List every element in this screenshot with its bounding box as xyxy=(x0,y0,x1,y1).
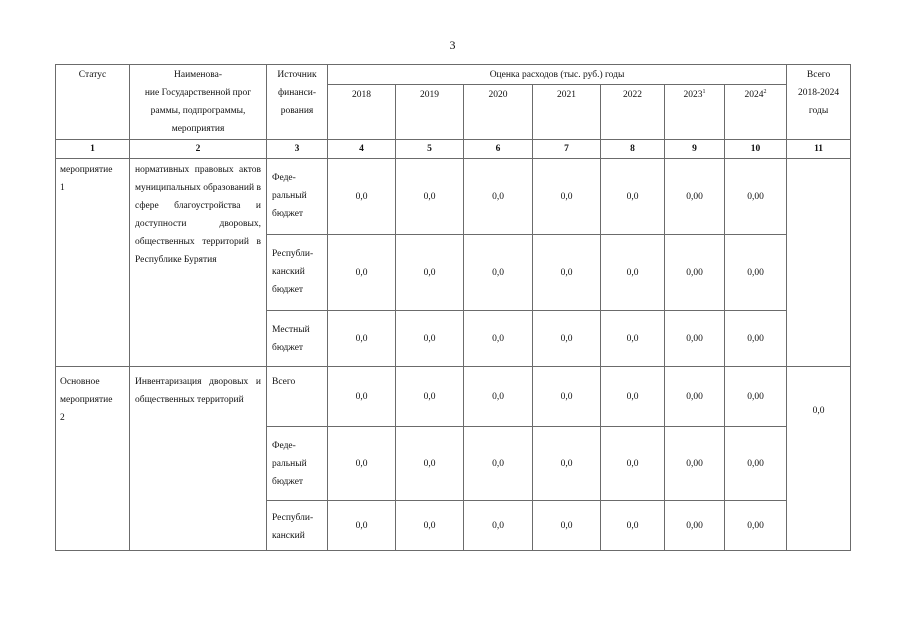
header-total-line: годы xyxy=(808,106,829,116)
total-cell: 0,0 xyxy=(787,367,851,551)
column-number: 9 xyxy=(665,140,725,159)
header-status: Статус xyxy=(56,65,130,140)
column-numbers-row xyxy=(56,140,851,159)
value-cell: 0,0 xyxy=(328,367,396,427)
column-number: 5 xyxy=(396,140,464,159)
header-source xyxy=(267,65,328,140)
value-cell: 0,0 xyxy=(396,427,464,501)
funding-source xyxy=(267,501,328,551)
value-cell: 0,0 xyxy=(464,159,533,235)
header-expense-group: Оценка расходов (тыс. руб.) годы xyxy=(328,65,787,85)
header-year: 2020 xyxy=(464,85,533,140)
value-cell: 0,00 xyxy=(725,159,787,235)
source-line: канский xyxy=(272,267,305,277)
column-number: 2 xyxy=(130,140,267,159)
value-cell: 0,0 xyxy=(601,501,665,551)
source-line: канский xyxy=(272,531,305,541)
header-year-text: 2024 xyxy=(744,90,764,100)
status-line: 2 xyxy=(60,413,65,423)
header-name-line: мероприятия xyxy=(171,124,225,134)
source-line: бюджет xyxy=(272,209,304,219)
header-year: 2022 xyxy=(601,85,665,140)
source-line: бюджет xyxy=(272,285,304,295)
status-cell xyxy=(56,367,130,551)
value-cell: 0,00 xyxy=(665,235,725,311)
value-cell: 0,0 xyxy=(328,501,396,551)
header-source-line: рования xyxy=(280,106,314,116)
value-cell: 0,0 xyxy=(328,235,396,311)
funding-source xyxy=(267,311,328,367)
value-cell: 0,0 xyxy=(601,427,665,501)
page-number: 3 xyxy=(449,38,456,52)
value-cell: 0,00 xyxy=(665,427,725,501)
value-cell: 0,0 xyxy=(328,427,396,501)
source-line: Республи- xyxy=(272,513,314,523)
value-cell: 0,0 xyxy=(396,501,464,551)
value-cell: 0,0 xyxy=(464,235,533,311)
value-cell: 0,0 xyxy=(533,159,601,235)
status-cell xyxy=(56,159,130,367)
value-cell: 0,0 xyxy=(601,159,665,235)
source-line: бюджет xyxy=(272,477,304,487)
header-name xyxy=(130,65,267,140)
funding-source xyxy=(267,427,328,501)
value-cell: 0,0 xyxy=(601,311,665,367)
header-name-line: раммы, подпрограммы, xyxy=(150,106,246,116)
source-line: Феде- xyxy=(272,441,296,451)
status-line: Основное xyxy=(60,377,100,387)
status-line: мероприятие xyxy=(60,395,113,405)
measure-name: Инвентаризация дворовых и общественных территорий xyxy=(130,367,267,551)
header-total-line: Всего xyxy=(806,70,831,80)
source-line: ральный xyxy=(272,191,307,201)
header-total xyxy=(787,65,851,140)
header-name-line: ние Государственной прог xyxy=(144,88,252,98)
source-line: бюджет xyxy=(272,343,304,353)
column-number: 7 xyxy=(533,140,601,159)
source-line: ральный xyxy=(272,459,307,469)
value-cell: 0,0 xyxy=(533,501,601,551)
value-cell: 0,0 xyxy=(601,235,665,311)
total-cell-empty xyxy=(787,159,851,367)
measure-name: нормативных правовых актов муниципальных образований в сфере благоустройства и доступности дворовых, общественных территорий в Республике Бурятия xyxy=(130,159,267,367)
value-cell: 0,00 xyxy=(665,311,725,367)
value-cell: 0,0 xyxy=(533,367,601,427)
column-number: 4 xyxy=(328,140,396,159)
value-cell: 0,0 xyxy=(328,311,396,367)
table-row xyxy=(56,159,851,235)
column-number: 3 xyxy=(267,140,328,159)
source-line: Республи- xyxy=(272,249,314,259)
header-row xyxy=(56,65,851,85)
value-cell: 0,0 xyxy=(601,367,665,427)
header-source-line: Источник xyxy=(277,70,317,80)
header-year: 2021 xyxy=(533,85,601,140)
header-source-line: финанси- xyxy=(277,88,317,98)
value-cell: 0,00 xyxy=(665,367,725,427)
header-year: 2018 xyxy=(328,85,396,140)
value-cell: 0,00 xyxy=(665,159,725,235)
value-cell: 0,00 xyxy=(725,427,787,501)
source-line: Феде- xyxy=(272,173,296,183)
value-cell: 0,0 xyxy=(328,159,396,235)
value-cell: 0,0 xyxy=(396,235,464,311)
value-cell: 0,0 xyxy=(464,501,533,551)
value-cell: 0,00 xyxy=(725,311,787,367)
source-line: Местный xyxy=(272,325,310,335)
column-number: 8 xyxy=(601,140,665,159)
status-line: 1 xyxy=(60,183,65,193)
source-line: Всего xyxy=(272,377,296,387)
header-year xyxy=(725,85,787,140)
header-year: 2019 xyxy=(396,85,464,140)
value-cell: 0,0 xyxy=(533,235,601,311)
value-cell: 0,00 xyxy=(725,367,787,427)
column-number: 11 xyxy=(787,140,851,159)
footnote-mark: 2 xyxy=(763,88,767,95)
funding-source xyxy=(267,159,328,235)
status-line: мероприятие xyxy=(60,165,113,175)
header-year-text: 2023 xyxy=(683,90,703,100)
budget-table xyxy=(55,64,851,551)
value-cell: 0,0 xyxy=(464,311,533,367)
header-total-line: 2018-2024 xyxy=(797,88,840,98)
value-cell: 0,00 xyxy=(725,235,787,311)
value-cell: 0,0 xyxy=(533,427,601,501)
value-cell: 0,0 xyxy=(464,367,533,427)
value-cell: 0,00 xyxy=(665,501,725,551)
value-cell: 0,0 xyxy=(533,311,601,367)
column-number: 1 xyxy=(56,140,130,159)
table-row xyxy=(56,367,851,427)
footnote-mark: 1 xyxy=(702,88,706,95)
header-name-line: Наименова- xyxy=(174,70,222,80)
value-cell: 0,00 xyxy=(725,501,787,551)
funding-source xyxy=(267,235,328,311)
value-cell: 0,0 xyxy=(396,159,464,235)
value-cell: 0,0 xyxy=(396,311,464,367)
column-number: 6 xyxy=(464,140,533,159)
funding-source xyxy=(267,367,328,427)
value-cell: 0,0 xyxy=(464,427,533,501)
value-cell: 0,0 xyxy=(396,367,464,427)
header-year xyxy=(665,85,725,140)
column-number: 10 xyxy=(725,140,787,159)
